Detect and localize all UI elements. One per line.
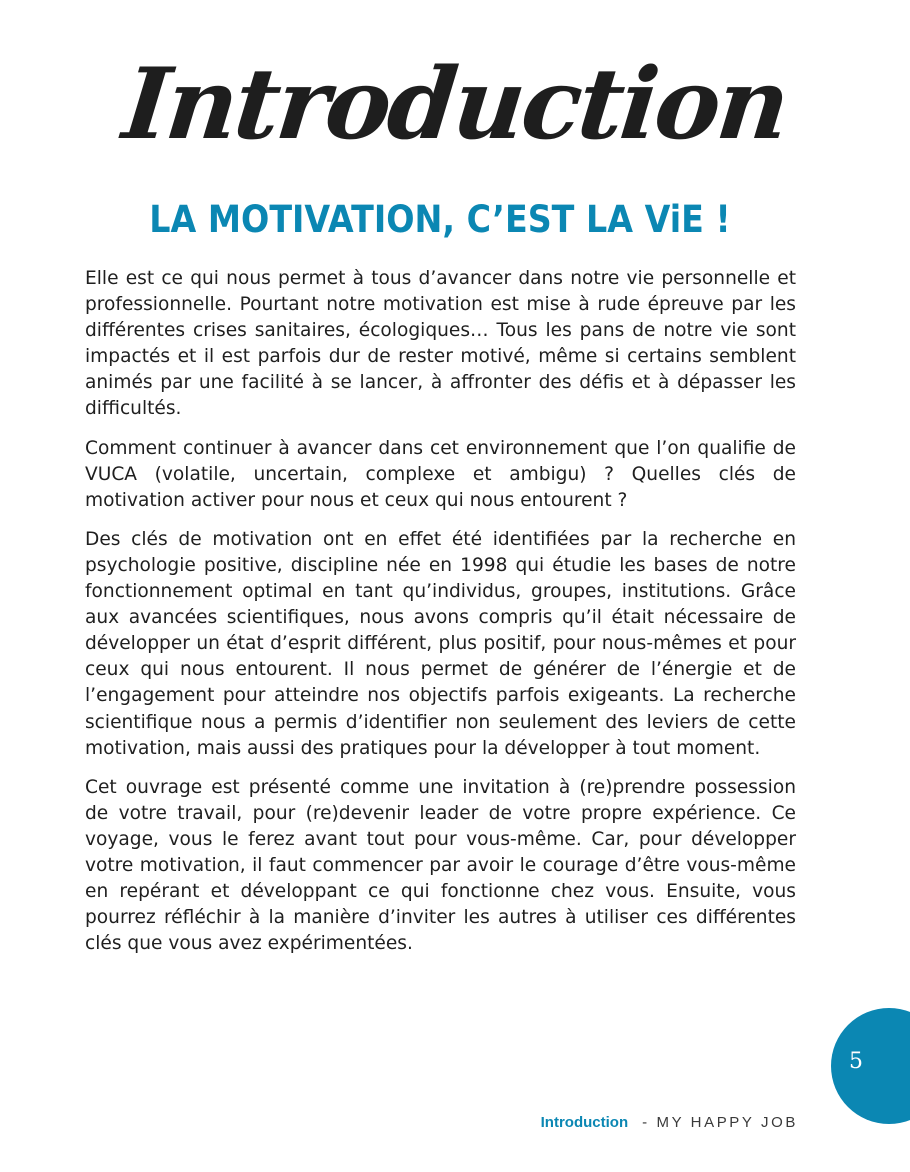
- paragraph-4: Cet ouvrage est présenté comme une invitation à (re)prendre possession de votre travail, pour (re)devenir leader de votre propre expérience. Ce voyage, vous le ferez avant tout pour vous-même. Car, pour développer votre motivation, il faut commencer par avoir le courage d’être vous-même en repérant et développant ce qui fonctionne chez vous. Ensuite, vous pourrez réfléchir à la manière d’inviter les autres à utiliser ces différentes clés que vous avez expérimentées.: [85, 776, 796, 955]
- paragraph-3: Des clés de motivation ont en effet été identifiées par la recherche en psychologie positive, discipline née en 1998 qui étudie les bases de notre fonctionnement optimal en tant qu’individus, groupes, institutions. Grâce aux avancées scientifiques, nous avons compris qu’il était nécessaire de développer un état d’esprit différent, plus positif, pour nous-mêmes et pour ceux qui nous entourent. Il nous permet de générer de l’énergie et de l’engagement pour atteindre nos objectifs parfois exigeants. La recherche scientifique nous a permis d’identifier non seulement des leviers de cette motivation, mais aussi des pratiques pour la développer à tout moment.: [85, 528, 796, 759]
- paragraph-1: Elle est ce qui nous permet à tous d’avancer dans notre vie personnelle et professionnelle. Pourtant notre motivation est mise à rude épreuve par les différentes crises sanitaires, écologiques… Tous les pans de notre vie sont impactés et il est parfois dur de rester motivé, même si certains semblent animés par une facilité à se lancer, à affronter des défis et à dépasser les difficultés.: [85, 268, 796, 420]
- body-text: [85, 266, 796, 970]
- footer-book-title: - MY HAPPY JOB: [642, 1114, 798, 1131]
- running-footer: [541, 1112, 798, 1134]
- footer-section-title: Introduction: [540, 1114, 629, 1131]
- page-number-badge: [831, 1008, 910, 1124]
- section-subtitle: LA MOTIVATION, C’EST LA ViE !: [149, 198, 731, 241]
- paragraph-2: Comment continuer à avancer dans cet environnement que l’on qualifie de VUCA (volatile, uncertain, complexe et ambigu) ? Quelles clés de motivation activer pour nous et ceux qui nous entourent ?: [85, 437, 796, 511]
- page-title: Introduction: [118, 47, 793, 162]
- page-number: 5: [849, 1049, 863, 1074]
